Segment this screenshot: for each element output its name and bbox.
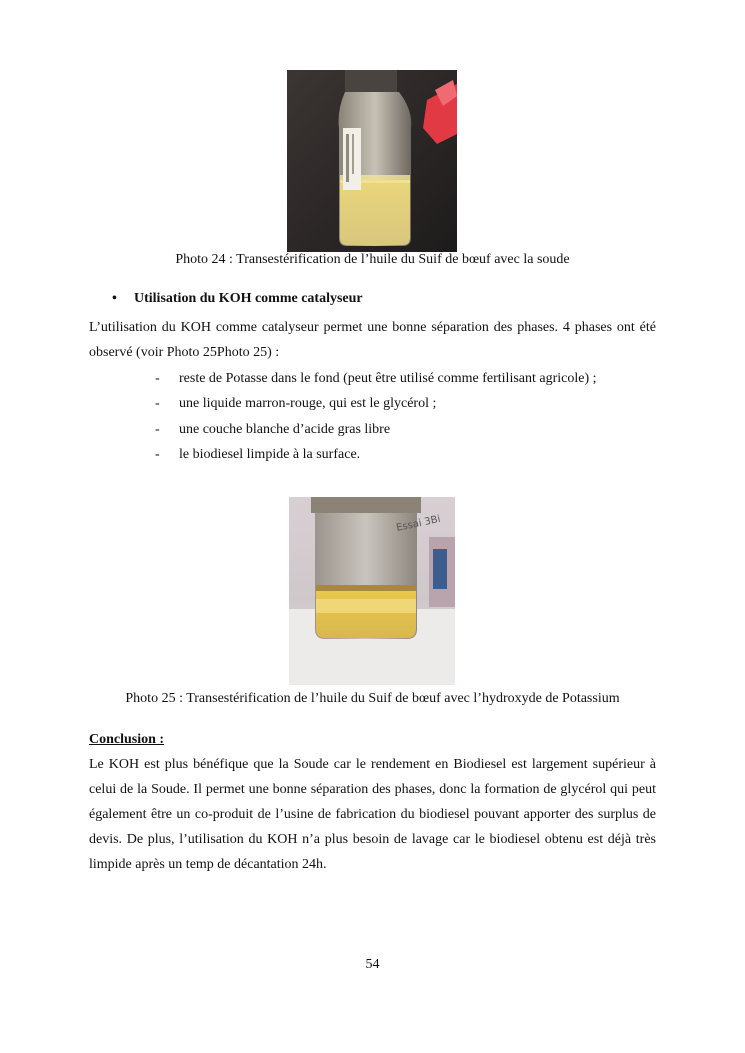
list-item-text: une liquide marron-rouge, qui est le glycérol ;	[179, 396, 437, 412]
photo-24-caption: Photo 24 : Transestérification de l’huile du Suif de bœuf avec la soude	[175, 252, 570, 267]
photo-24-image	[287, 70, 457, 252]
list-item-text: une couche blanche d’acide gras libre	[179, 421, 391, 437]
section-heading	[112, 290, 363, 308]
section-heading-text: Utilisation du KOH comme catalyseur	[134, 291, 363, 306]
conclusion-paragraph: Le KOH est plus bénéfique que la Soude car le rendement en Biodiesel est largement supérieur à celui de la Soude. Il permet une bonne séparation des phases, donc la formation de glycérol qui peut également être un co-produit de l’usine de fabrication du biodiesel pouvant apporter des surplus de devis. De plus, l’utilisation du KOH n’a plus besoin de lavage car le biodiesel obtenu est déjà très limpide après un temp de décantation 24h.	[89, 757, 656, 872]
conclusion-title: Conclusion :	[89, 732, 165, 747]
jar-label: Essai 3Bi	[395, 513, 442, 534]
list-item-text: le biodiesel limpide à la surface.	[179, 446, 361, 462]
phases-list	[155, 366, 597, 467]
page-number: 54	[365, 957, 380, 972]
intro-paragraph: L’utilisation du KOH comme catalyseur permet une bonne séparation des phases. 4 phases ont été observé (voir Photo 25Photo 25) :	[89, 320, 656, 360]
list-item: - une liquide marron-rouge, qui est le glycérol ;	[155, 396, 437, 412]
bullet-icon: •	[112, 291, 117, 306]
photo-25-image	[289, 497, 455, 685]
list-item: - reste de Potasse dans le fond (peut être utilisé comme fertilisant agricole) ;	[155, 371, 597, 386]
list-item: - une couche blanche d’acide gras libre	[155, 421, 391, 437]
photo-25-caption: Photo 25 : Transestérification de l’huile du Suif de bœuf avec l’hydroxyde de Potassium	[125, 691, 620, 706]
list-item-text: reste de Potasse dans le fond (peut être utilisé comme fertilisant agricole) ;	[179, 371, 597, 386]
list-item: - le biodiesel limpide à la surface.	[155, 446, 361, 462]
